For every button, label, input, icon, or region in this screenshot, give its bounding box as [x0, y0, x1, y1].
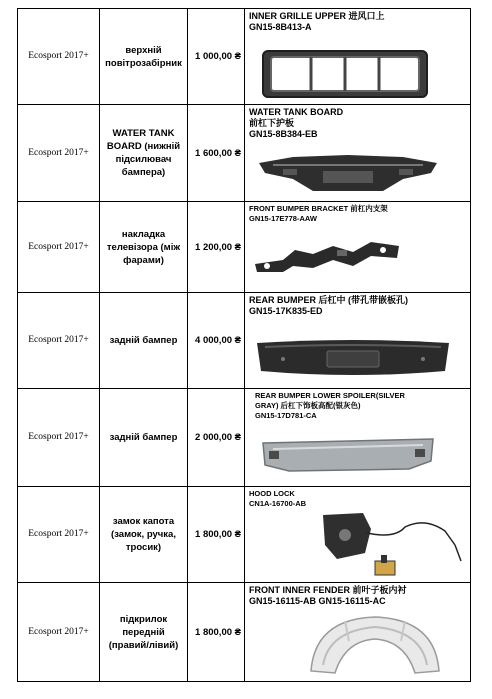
price-cell: 1 000,00 ₴: [188, 9, 245, 105]
price-cell: 2 000,00 ₴: [188, 389, 245, 487]
part-title-cn: 前杠下护板: [249, 118, 295, 128]
part-name-cell: задній бампер: [100, 389, 188, 487]
part-name-cell: верхній повітрозабірник: [100, 9, 188, 105]
price-cell: 1 800,00 ₴: [188, 487, 245, 583]
part-title: FRONT BUMPER BRACKET 前杠内支架: [249, 204, 388, 213]
part-caption: [249, 11, 385, 33]
table-row: [18, 105, 471, 202]
price-cell: 1 200,00 ₴: [188, 202, 245, 293]
part-number: GN15-8B384-EB: [249, 129, 318, 139]
part-title: INNER GRILLE UPPER 进风口上: [249, 11, 385, 21]
part-name-cell: накладка телевізора (між фарами): [100, 202, 188, 293]
model-cell: Ecosport 2017+: [18, 293, 100, 389]
part-number: GN15-17E778-AAW: [249, 214, 317, 223]
table-row: [18, 293, 471, 389]
part-title: FRONT INNER FENDER 前叶子板内衬: [249, 585, 407, 595]
part-caption: [255, 391, 405, 421]
price-cell: 1 600,00 ₴: [188, 105, 245, 202]
front-inner-fender-image: [305, 611, 445, 679]
part-name-cell: замок капота (замок, ручка, тросик): [100, 487, 188, 583]
water-tank-board-image: [253, 149, 443, 197]
inner-grille-upper-image: [257, 47, 432, 102]
part-image-cell: [245, 293, 471, 389]
table-row: [18, 389, 471, 487]
parts-price-table: [17, 8, 471, 682]
model-cell: Ecosport 2017+: [18, 583, 100, 682]
model-cell: Ecosport 2017+: [18, 9, 100, 105]
model-cell: Ecosport 2017+: [18, 389, 100, 487]
part-title: HOOD LOCK: [249, 489, 295, 498]
hood-lock-image: [315, 509, 465, 581]
part-number: GN15-16115-AB GN15-16115-AC: [249, 596, 386, 606]
part-caption: [249, 204, 388, 224]
part-caption: [249, 585, 407, 607]
price-cell: 4 000,00 ₴: [188, 293, 245, 389]
front-bumper-bracket-image: [253, 236, 403, 276]
part-number: GN15-17K835-ED: [249, 306, 323, 316]
model-cell: Ecosport 2017+: [18, 105, 100, 202]
part-title-cn: GRAY) 后杠下饰板高配(银灰色): [255, 401, 361, 410]
part-name-cell: задній бампер: [100, 293, 188, 389]
part-name-cell: WATER TANK BOARD (нижній підсилювач бампера): [100, 105, 188, 202]
price-cell: 1 800,00 ₴: [188, 583, 245, 682]
part-image-cell: [245, 9, 471, 105]
part-image-cell: [245, 389, 471, 487]
rear-bumper-image: [253, 335, 453, 381]
part-title: WATER TANK BOARD: [249, 107, 344, 117]
part-image-cell: [245, 202, 471, 293]
table-row: [18, 9, 471, 105]
table-row: [18, 487, 471, 583]
part-title: REAR BUMPER 后杠中 (带孔带嵌板孔): [249, 295, 408, 305]
rear-bumper-lower-spoiler-image: [259, 435, 437, 475]
part-name-cell: підкрилок передній (правий/лівий): [100, 583, 188, 682]
model-cell: Ecosport 2017+: [18, 487, 100, 583]
part-title: REAR BUMPER LOWER SPOILER(SILVER: [255, 391, 405, 400]
part-number: CN1A-16700-AB: [249, 499, 307, 508]
part-image-cell: [245, 105, 471, 202]
part-caption: [249, 489, 306, 509]
part-caption: [249, 295, 408, 317]
part-image-cell: [245, 487, 471, 583]
part-caption: [249, 107, 343, 140]
table-row: [18, 583, 471, 682]
part-number: GN15-17D781-CA: [255, 411, 317, 420]
part-image-cell: [245, 583, 471, 682]
table-row: [18, 202, 471, 293]
model-cell: Ecosport 2017+: [18, 202, 100, 293]
part-number: GN15-8B413-A: [249, 22, 312, 32]
